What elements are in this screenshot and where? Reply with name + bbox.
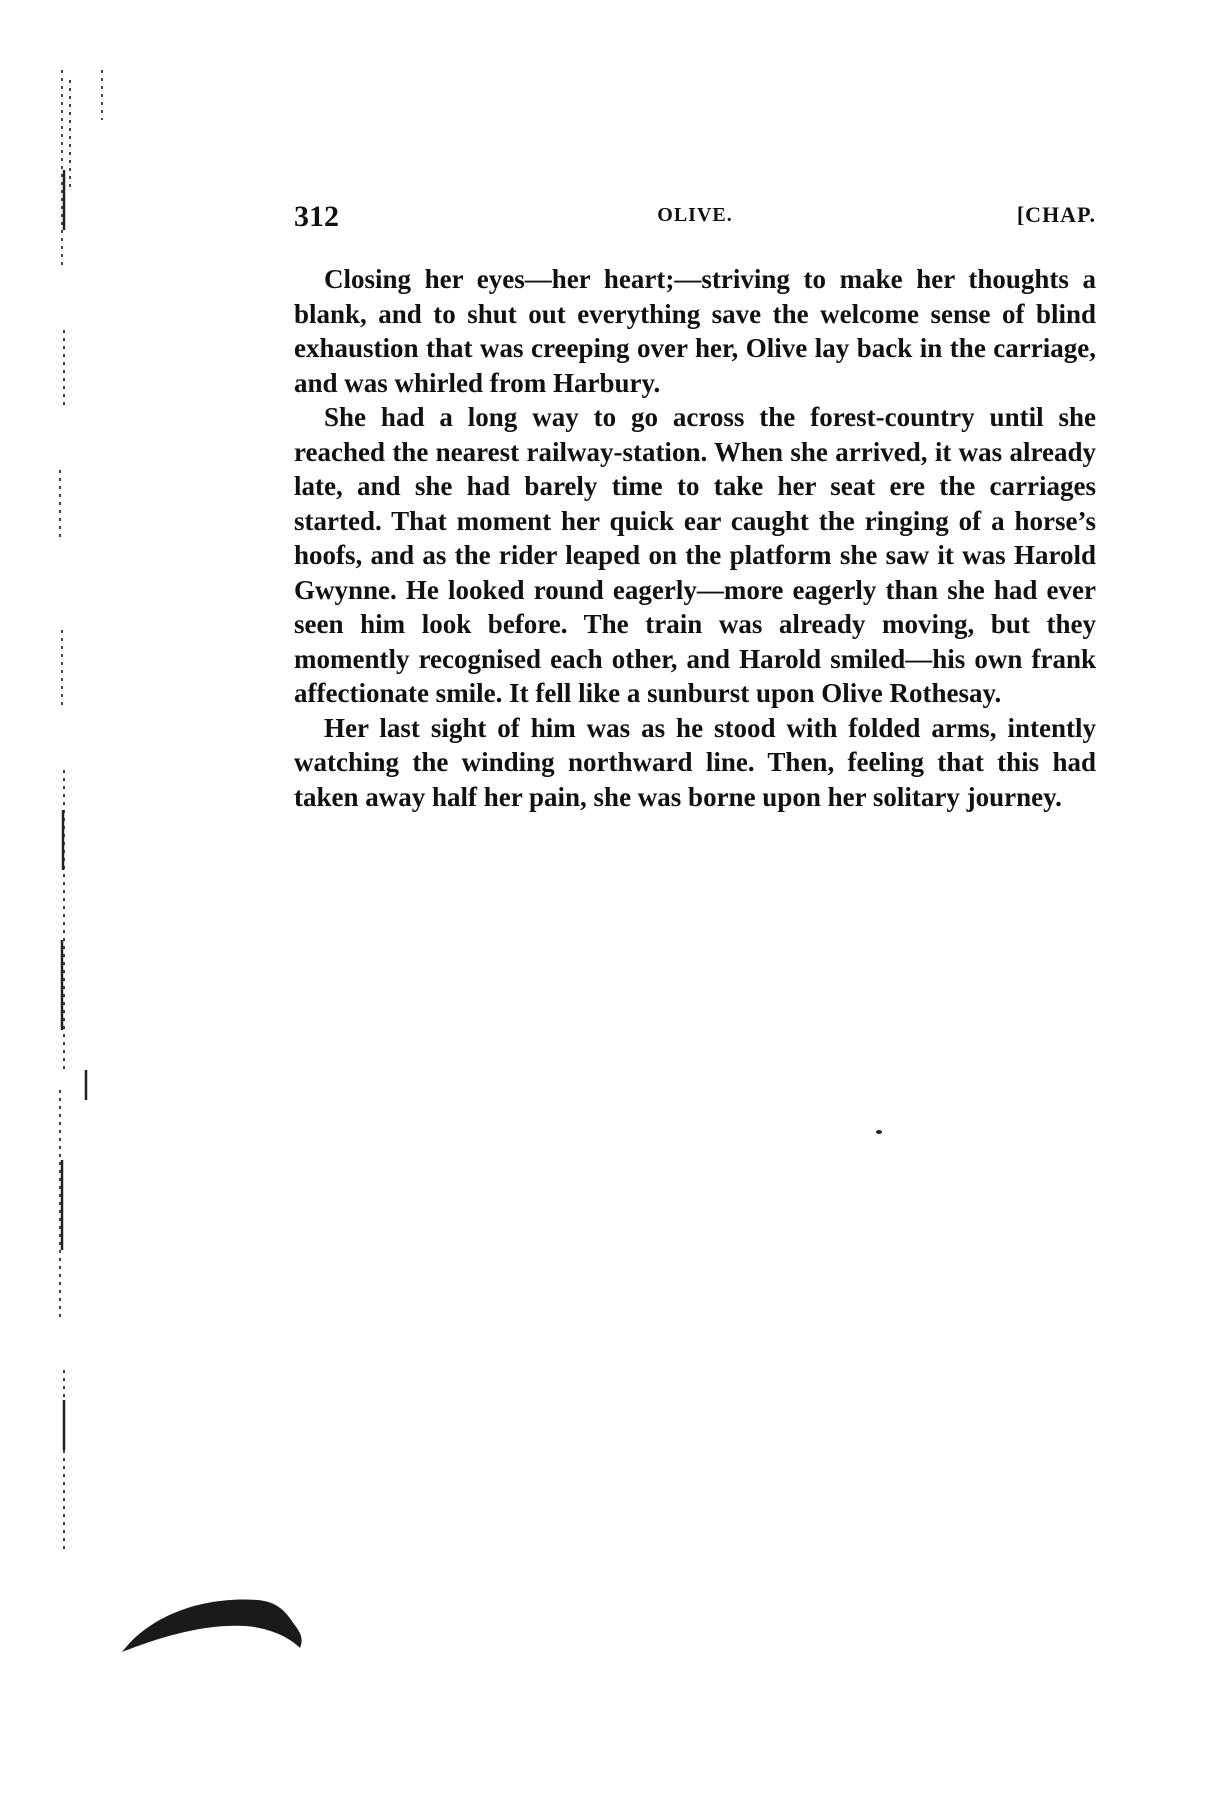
scan-gutter-marks [40, 70, 120, 1550]
page-speck [876, 1130, 882, 1134]
book-title: OLIVE. [657, 204, 733, 226]
page-number: 312 [294, 200, 339, 233]
paragraph: She had a long way to go across the forest-country until she reached the nearest railway-station. When she arrived, it was already late, and she had barely time to take her seat ere the carriages started. That moment her quick ear caught the ringing of a horse’s hoofs, and as the rider leaped on the platform she saw it was Harold Gwynne. He looked round eagerly—more eagerly than she had ever seen him look before. The train was already moving, but they momently recognised each other, and Harold smiled—his own frank affectionate smile. It fell like a sunburst upon Olive Rothesay. [294, 402, 1096, 708]
running-head [294, 200, 1096, 240]
ink-blot [118, 1578, 308, 1658]
chapter-marker: [CHAP. [1016, 202, 1096, 227]
page-body [294, 262, 1096, 814]
paragraph: Closing her eyes—her heart;—striving to make her thoughts a blank, and to shut out everything save the welcome sense of blind exhaustion that was creeping over her, Olive lay back in the carriage, and was whirled from Harbury. [294, 264, 1096, 398]
paragraph: Her last sight of him was as he stood with folded arms, intently watching the winding northward line. Then, feeling that this had taken away half her pain, she was borne upon her solitary journey. [294, 712, 1096, 812]
